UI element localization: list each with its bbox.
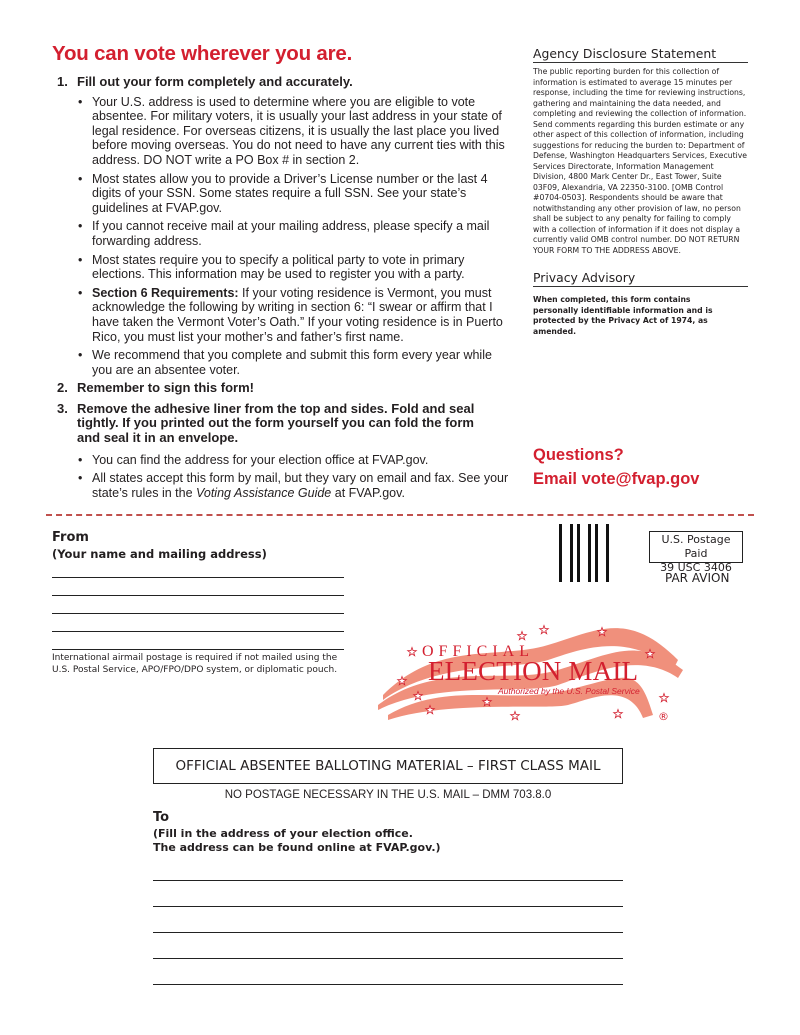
to-sub2: The address can be found online at FVAP.gov.) bbox=[153, 840, 441, 854]
step-1 bbox=[52, 75, 512, 90]
no-postage-note: NO POSTAGE NECESSARY IN THE U.S. MAIL – DMM 703.8.0 bbox=[224, 789, 552, 801]
to-label: To bbox=[153, 810, 170, 825]
list-item: • If you cannot receive mail at your mailing address, please specify a mail forwarding address. bbox=[78, 219, 512, 248]
step-text: Remove the adhesive liner from the top and sides. Fold and seal tightly. If you printed out the form yourself you can fold the form and seal it in an envelope. bbox=[77, 400, 475, 446]
list-item bbox=[78, 471, 512, 500]
from-label: From bbox=[52, 530, 89, 545]
to-line[interactable] bbox=[153, 984, 623, 985]
questions bbox=[533, 443, 699, 491]
logo-authorized: Authorized by the U.S. Postal Service bbox=[498, 686, 640, 696]
list-item bbox=[78, 286, 512, 344]
step-1-bullets bbox=[78, 95, 512, 378]
fold-line bbox=[46, 514, 754, 516]
to-line[interactable] bbox=[153, 906, 623, 907]
to-sublabel bbox=[153, 827, 441, 854]
text: All states accept this form by mail, but they vary on email and fax. See your state’s rules in the bbox=[92, 471, 509, 500]
step-number: 1. bbox=[57, 74, 68, 89]
page-title: You can vote wherever you are. bbox=[52, 42, 353, 65]
step-number: 3. bbox=[57, 400, 68, 416]
sidebar bbox=[533, 46, 748, 337]
step-3-bullets bbox=[78, 453, 512, 501]
list-item: • Most states require you to specify a political party to vote in primary elections. This information may be used to register you with a party. bbox=[78, 253, 512, 282]
agency-text: The public reporting burden for this collection of information is estimated to average 15 minutes per response, including the time for reviewing instructions, gathering and maintaining the data needed, and completing and reviewing the collection of information. Send comments regarding this burden estimate or any other aspect of this collection of information, including suggestions for reducing the burden to: Department of Defense, Washington Headquarters Services, Executive Services Directorate, Information Management Division, 4800 Mark Center Dr., East Tower, Suite 03F09, Alexandria, VA 22350-3100. [OMB Control #0704-0503]. Respondents should be aware that notwithstanding any other provision of law, no person shall be subject to any penalty for failing to comply with a collection of information if it does not display a currently valid OMB control number. DO NOT RETURN YOUR FORM TO THE ADDRESS ABOVE. bbox=[533, 67, 748, 255]
logo-official: OFFICIAL bbox=[422, 643, 535, 660]
step-3 bbox=[52, 402, 512, 446]
to-line[interactable] bbox=[153, 958, 623, 959]
list-item: • Most states allow you to provide a Driver’s License number or the last 4 digits of your SSN. Some states require a full SSN. See your state’s guidelines at FVAP.gov. bbox=[78, 172, 512, 216]
par-avion: PAR AVION bbox=[665, 571, 730, 585]
divider bbox=[52, 649, 344, 650]
section6-label: Section 6 Requirements: bbox=[92, 285, 239, 300]
barcode-icon bbox=[555, 524, 615, 584]
step-text: Remember to sign this form! bbox=[77, 380, 254, 396]
from-line[interactable] bbox=[52, 631, 344, 632]
privacy-heading: Privacy Advisory bbox=[533, 270, 748, 287]
list-item: • Your U.S. address is used to determine where you are eligible to vote absentee. For military voters, it is usually your last address in your state of legal residence. For overseas citizens, it is usually the last place you lived before moving overseas. You do not need to have any current ties with this address. DO NOT write a PO Box # in section 2. bbox=[78, 95, 512, 168]
postage-line1: U.S. Postage Paid bbox=[661, 533, 731, 560]
from-sublabel: (Your name and mailing address) bbox=[52, 547, 267, 561]
airmail-note: International airmail postage is required if not mailed using the U.S. Postal Service, APO/FPO/DPO system, or diplomatic pouch. bbox=[52, 653, 338, 675]
list-item: • We recommend that you complete and submit this form every year while you are an absentee voter. bbox=[78, 348, 512, 377]
text: at FVAP.gov. bbox=[331, 485, 405, 500]
from-line[interactable] bbox=[52, 577, 344, 578]
from-line[interactable] bbox=[52, 595, 344, 596]
section6-text: If your voting residence is Vermont, you must acknowledge the following by writing in section 6: “I swear or affirm that I have taken the Vermont Voter’s Oath.” If your voting residence is in Puerto Rico, you must list your mother’s and father’s first name. bbox=[92, 285, 503, 344]
privacy-text: When completed, this form contains personally identifiable information and is protected by the Privacy Act of 1974, as amended. bbox=[533, 295, 713, 336]
from-line[interactable] bbox=[52, 613, 344, 614]
step-2 bbox=[52, 381, 512, 396]
to-line[interactable] bbox=[153, 932, 623, 933]
official-election-mail-logo bbox=[378, 610, 688, 725]
to-line[interactable] bbox=[153, 880, 623, 881]
step-number: 2. bbox=[57, 380, 68, 396]
absentee-banner: OFFICIAL ABSENTEE BALLOTING MATERIAL – FIRST CLASS MAIL bbox=[153, 748, 623, 784]
postage-line2: 39 USC 3406 bbox=[660, 561, 732, 574]
agency-heading: Agency Disclosure Statement bbox=[533, 46, 748, 63]
logo-election-mail: ELECTION MAIL bbox=[428, 656, 638, 686]
instructions bbox=[52, 72, 512, 504]
postage-paid-box bbox=[649, 531, 743, 574]
guide-title: Voting Assistance Guide bbox=[196, 485, 332, 500]
questions-email[interactable]: Email vote@fvap.gov bbox=[533, 470, 700, 488]
list-item: • You can find the address for your election office at FVAP.gov. bbox=[78, 453, 512, 468]
questions-heading: Questions? bbox=[533, 446, 624, 464]
registered-mark: ® bbox=[658, 710, 669, 723]
step-text: Fill out your form completely and accurately. bbox=[77, 74, 353, 89]
to-sub1: (Fill in the address of your election office. bbox=[153, 827, 413, 840]
